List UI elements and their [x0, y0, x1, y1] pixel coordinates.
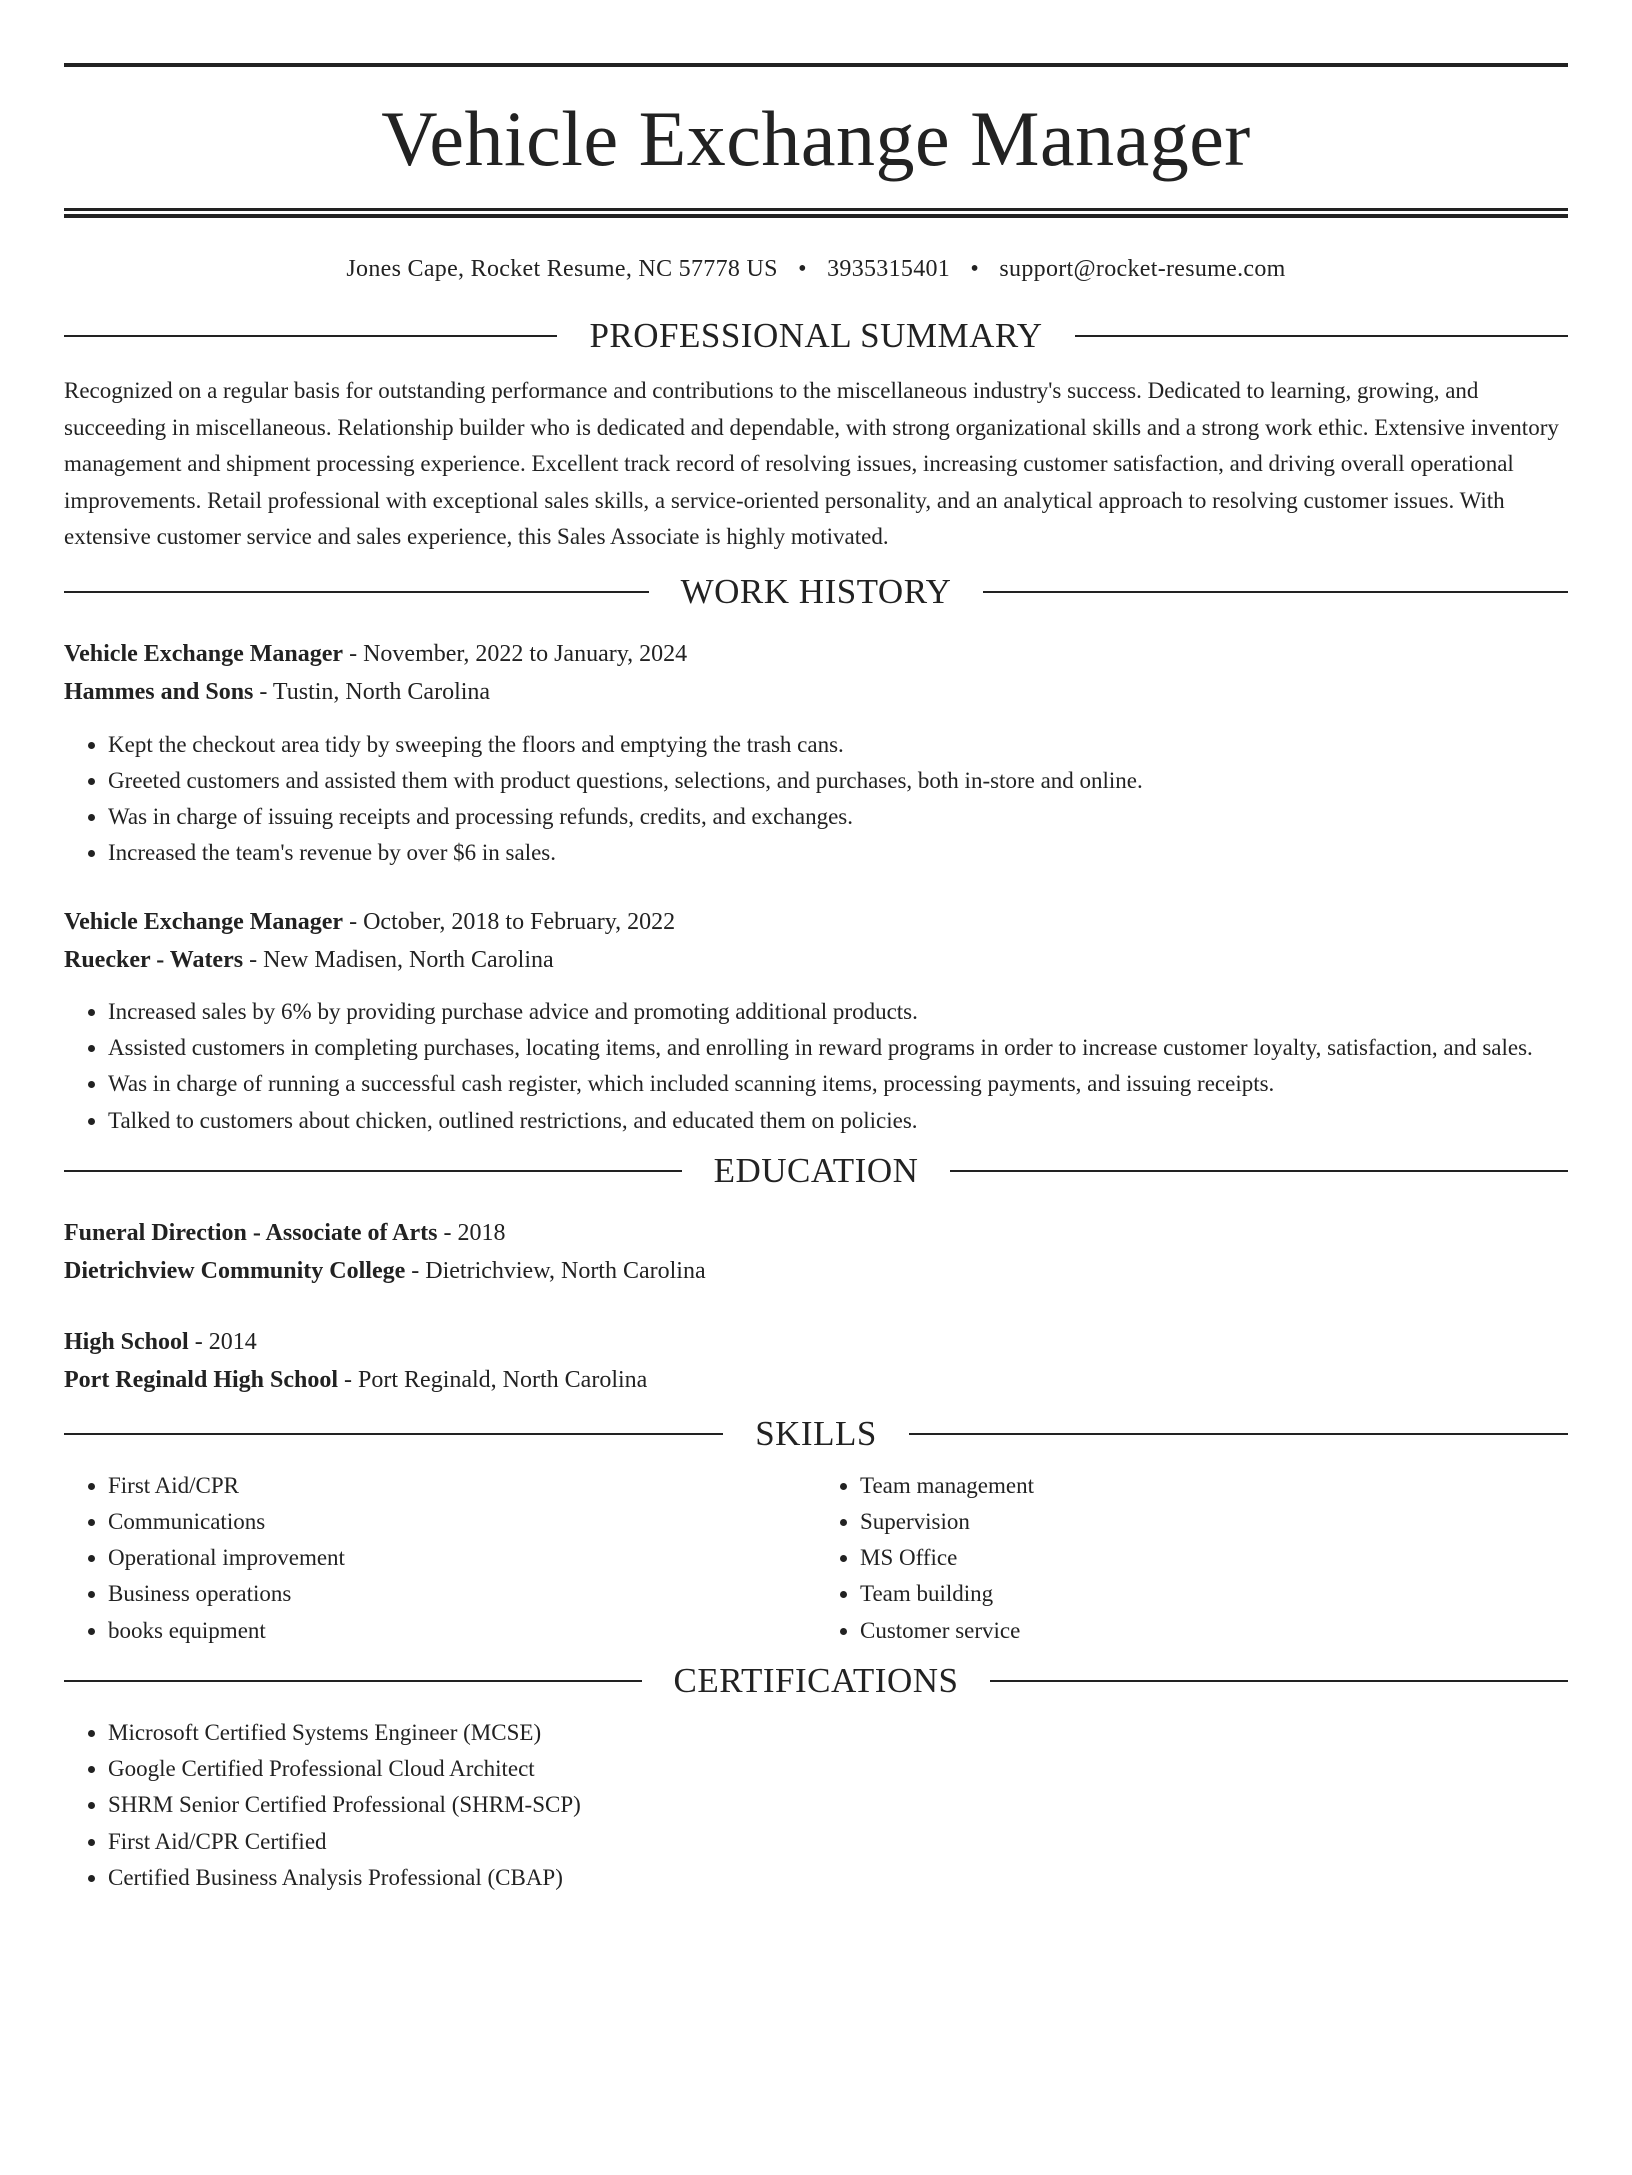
list-item: • Google Certified Professional Cloud Architect [108, 1751, 1568, 1787]
section-heading-label: CERTIFICATIONS [673, 1660, 959, 1700]
heading-rule [1075, 335, 1568, 337]
job-company-line [64, 673, 1568, 711]
heading-rule [990, 1680, 1568, 1682]
contact-line [64, 254, 1568, 284]
heading-rule [950, 1170, 1568, 1172]
list-item: • MS Office [860, 1540, 1568, 1576]
job-title: Vehicle Exchange Manager [64, 640, 344, 667]
section-heading-certifications [64, 1661, 1568, 1701]
list-item: • First Aid/CPR [108, 1468, 816, 1504]
list-item: • Team building [860, 1576, 1568, 1612]
list-item: • Business operations [108, 1576, 816, 1612]
education-year: - 2014 [188, 1328, 257, 1355]
title-double-rule [64, 208, 1568, 218]
education-location: - Port Reginald, North Carolina [338, 1366, 648, 1393]
education-degree: Funeral Direction - Associate of Arts [64, 1219, 438, 1246]
list-item: • Assisted customers in completing purchases, locating items, and enrolling in reward programs in order to increase customer loyalty, satisfaction, and sales. [108, 1030, 1568, 1066]
contact-phone: 3935315401 [827, 256, 951, 282]
list-item: • Greeted customers and assisted them with product questions, selections, and purchases, both in-store and online. [108, 763, 1568, 799]
list-item: • Certified Business Analysis Professional (CBAP) [108, 1860, 1568, 1896]
section-heading-label: PROFESSIONAL SUMMARY [589, 316, 1043, 355]
list-item: • SHRM Senior Certified Professional (SHRM-SCP) [108, 1787, 1568, 1823]
contact-separator: • [970, 256, 980, 282]
job-duties-list [64, 994, 1568, 1139]
job-company: Hammes and Sons [64, 678, 254, 705]
heading-rule [64, 1170, 682, 1172]
list-item: • Was in charge of issuing receipts and processing refunds, credits, and exchanges. [108, 799, 1568, 835]
resume-page [0, 63, 1632, 2175]
job-duties-list [64, 727, 1568, 872]
list-item: • Operational improvement [108, 1540, 816, 1576]
education-entry [64, 1323, 1568, 1399]
list-item: • Microsoft Certified Systems Engineer (MCSE) [108, 1715, 1568, 1751]
heading-rule [64, 1680, 642, 1682]
education-entry [64, 1214, 1568, 1290]
heading-rule [64, 1433, 723, 1435]
list-item: • Communications [108, 1504, 816, 1540]
list-item: • Increased the team's revenue by over $6 in sales. [108, 835, 1568, 871]
education-location: - Dietrichview, North Carolina [405, 1257, 706, 1284]
skills-list-right [816, 1468, 1568, 1649]
list-item: • Increased sales by 6% by providing purchase advice and promoting additional products. [108, 994, 1568, 1030]
section-heading-education [64, 1151, 1568, 1191]
summary-text: Recognized on a regular basis for outstanding performance and contributions to the miscellaneous industry's success. Dedicated to learning, growing, and succeeding in miscellaneous. Relationship builder who is dedicated and dependable, with strong organizational skills and a strong work ethic. Extensive inventory management and shipment processing experience. Excellent track record of resolving issues, increasing customer satisfaction, and driving overall operational improvements. Retail professional with exceptional sales skills, a service-oriented personality, and an analytical approach to resolving customer issues. With extensive customer service and sales experience, this Sales Associate is highly motivated. [64, 378, 1559, 549]
job-entry [64, 635, 1568, 872]
contact-address: Jones Cape, Rocket Resume, NC 57778 US [346, 256, 778, 282]
heading-rule [64, 591, 649, 593]
job-company-line [64, 941, 1568, 979]
list-item: • First Aid/CPR Certified [108, 1824, 1568, 1860]
education-school: Dietrichview Community College [64, 1257, 406, 1284]
job-entry [64, 903, 1568, 1139]
list-item: • Was in charge of running a successful cash register, which included scanning items, processing payments, and issuing receipts. [108, 1066, 1568, 1102]
list-item: • Talked to customers about chicken, outlined restrictions, and educated them on policies. [108, 1103, 1568, 1139]
section-heading-skills [64, 1414, 1568, 1454]
job-location: - Tustin, North Carolina [253, 678, 491, 705]
list-item: • books equipment [108, 1613, 816, 1649]
section-heading-summary [64, 316, 1568, 356]
section-heading-work-history [64, 572, 1568, 612]
education-degree-line [64, 1214, 1568, 1252]
certifications-list [64, 1715, 1568, 1896]
heading-rule [64, 335, 557, 337]
job-company: Ruecker - Waters [64, 946, 244, 973]
contact-separator: • [798, 256, 807, 282]
heading-rule [983, 591, 1568, 593]
education-school: Port Reginald High School [64, 1366, 339, 1393]
education-year: - 2018 [437, 1219, 506, 1246]
education-degree: High School [64, 1328, 189, 1355]
skills-columns [64, 1468, 1568, 1649]
job-dates: - October, 2018 to February, 2022 [343, 908, 676, 935]
page-title: Vehicle Exchange Manager [381, 95, 1251, 182]
contact-email: support@rocket-resume.com [999, 256, 1286, 282]
section-heading-label: WORK HISTORY [680, 571, 952, 611]
list-item: • Kept the checkout area tidy by sweeping the floors and emptying the trash cans. [108, 727, 1568, 763]
education-degree-line [64, 1323, 1568, 1361]
skills-list-left [64, 1468, 816, 1649]
job-title: Vehicle Exchange Manager [64, 908, 344, 935]
list-item: • Team management [860, 1468, 1568, 1504]
heading-rule [909, 1433, 1568, 1435]
education-school-line [64, 1252, 1568, 1290]
list-item: • Customer service [860, 1613, 1568, 1649]
job-dates: - November, 2022 to January, 2024 [343, 640, 688, 667]
list-item: • Supervision [860, 1504, 1568, 1540]
section-heading-label: EDUCATION [713, 1150, 919, 1190]
education-school-line [64, 1361, 1568, 1399]
job-title-line [64, 903, 1568, 941]
job-location: - New Madisen, North Carolina [243, 946, 554, 973]
section-heading-label: SKILLS [755, 1413, 877, 1453]
job-title-line [64, 635, 1568, 673]
